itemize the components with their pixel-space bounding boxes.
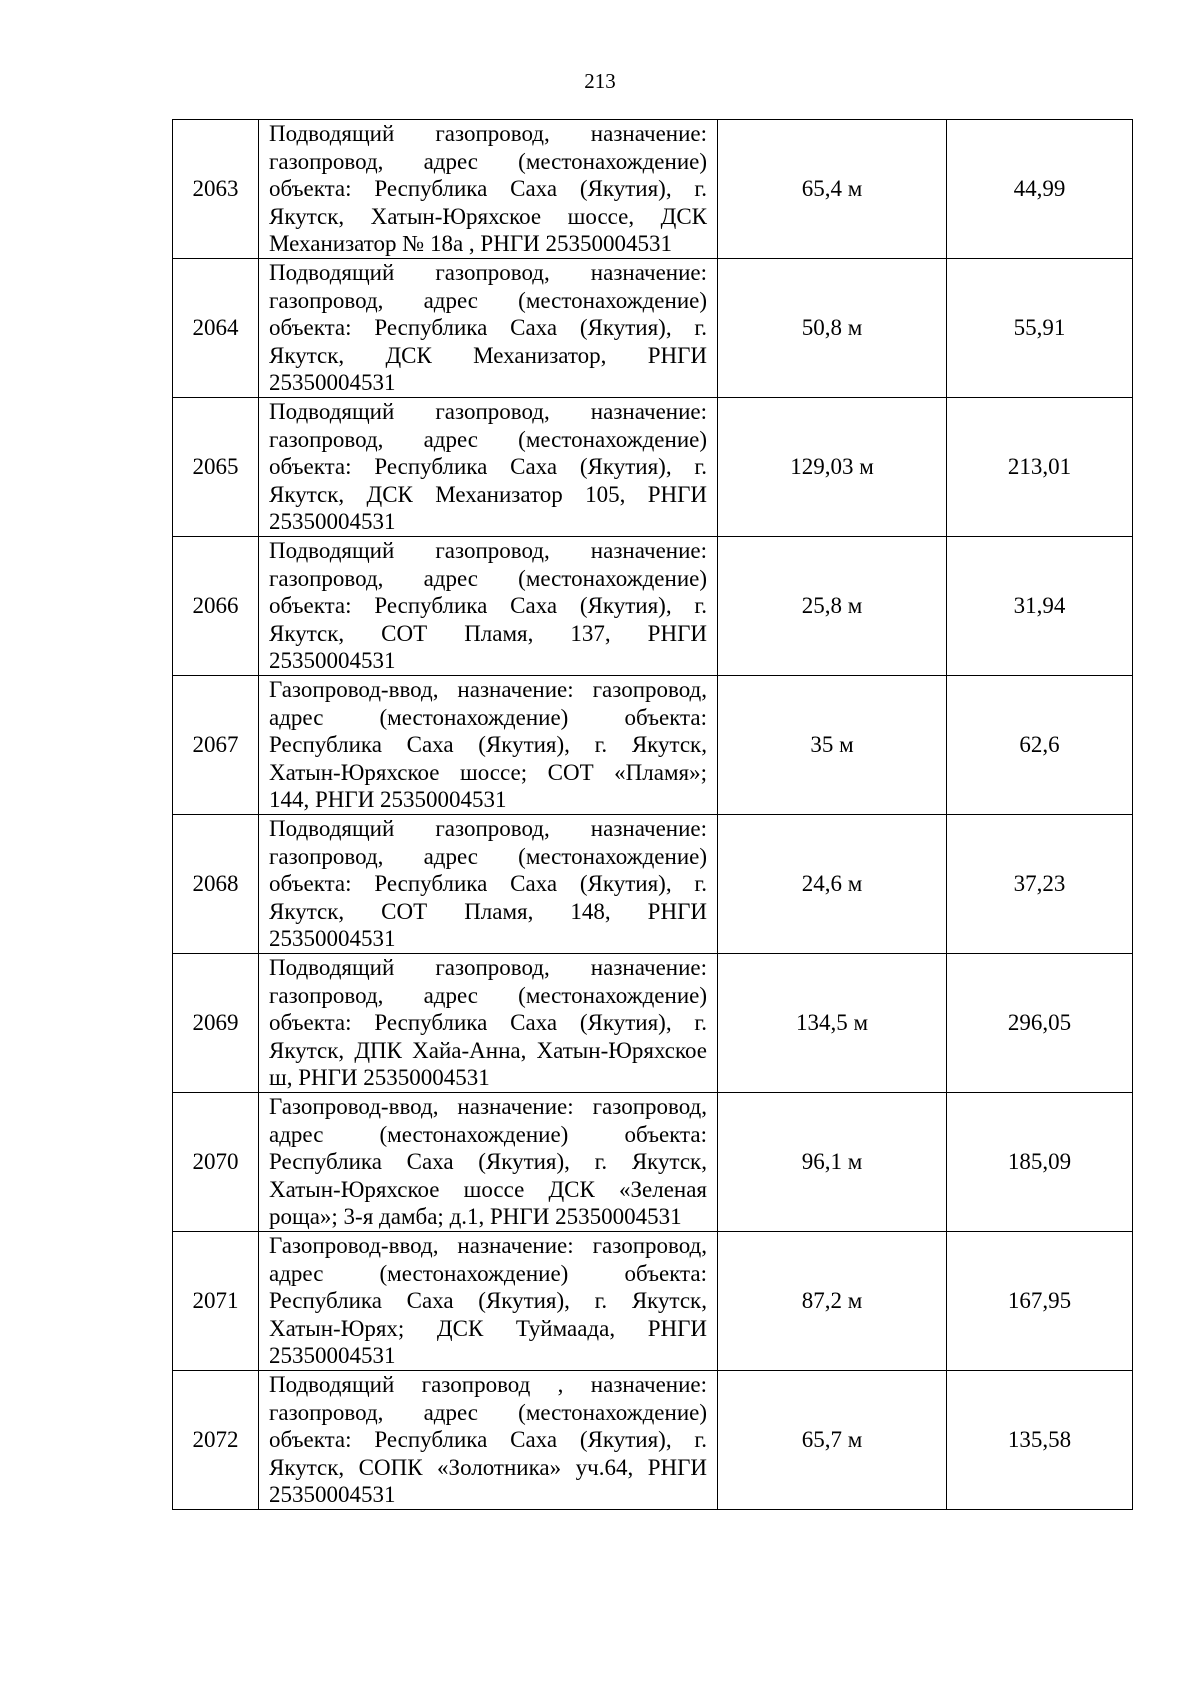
row-number-cell: 2072: [173, 1371, 259, 1510]
description-cell: Подводящий газопровод , назначение: газопровод, адрес (местонахождение) объекта: Республика Саха (Якутия), г. Якутск, СОПК «Золотника» уч.64, РНГИ 25350004531: [259, 1371, 718, 1510]
value-cell: 62,6: [947, 676, 1133, 815]
description-cell: Газопровод-ввод, назначение: газопровод, адрес (местонахождение) объекта: Республика Саха (Якутия), г. Якутск, Хатын-Юряхское шоссе; СОТ «Пламя»; 144, РНГИ 25350004531: [259, 676, 718, 815]
description-cell: Подводящий газопровод, назначение: газопровод, адрес (местонахождение) объекта: Республика Саха (Якутия), г. Якутск, ДСК Механизатор, РНГИ 25350004531: [259, 259, 718, 398]
value-cell: 213,01: [947, 398, 1133, 537]
length-cell: 134,5 м: [718, 954, 947, 1093]
value-cell: 31,94: [947, 537, 1133, 676]
row-number-cell: 2070: [173, 1093, 259, 1232]
length-cell: 65,4 м: [718, 120, 947, 259]
value-cell: 135,58: [947, 1371, 1133, 1510]
table-row: [173, 1371, 1133, 1510]
row-number-cell: 2071: [173, 1232, 259, 1371]
row-number-cell: 2067: [173, 676, 259, 815]
value-cell: 37,23: [947, 815, 1133, 954]
length-cell: 65,7 м: [718, 1371, 947, 1510]
description-cell: Подводящий газопровод, назначение: газопровод, адрес (местонахождение) объекта: Республика Саха (Якутия), г. Якутск, ДПК Хайа-Анна, Хатын-Юряхское ш, РНГИ 25350004531: [259, 954, 718, 1093]
value-cell: 185,09: [947, 1093, 1133, 1232]
length-cell: 87,2 м: [718, 1232, 947, 1371]
registry-table: [172, 119, 1133, 1510]
table-row: [173, 1093, 1133, 1232]
value-cell: 55,91: [947, 259, 1133, 398]
length-cell: 50,8 м: [718, 259, 947, 398]
row-number-cell: 2064: [173, 259, 259, 398]
value-cell: 296,05: [947, 954, 1133, 1093]
table-row: [173, 259, 1133, 398]
row-number-cell: 2069: [173, 954, 259, 1093]
description-cell: Подводящий газопровод, назначение: газопровод, адрес (местонахождение) объекта: Республика Саха (Якутия), г. Якутск, СОТ Пламя, 137, РНГИ 25350004531: [259, 537, 718, 676]
row-number-cell: 2068: [173, 815, 259, 954]
length-cell: 129,03 м: [718, 398, 947, 537]
row-number-cell: 2063: [173, 120, 259, 259]
description-cell: Подводящий газопровод, назначение: газопровод, адрес (местонахождение) объекта: Республика Саха (Якутия), г. Якутск, СОТ Пламя, 148, РНГИ 25350004531: [259, 815, 718, 954]
length-cell: 96,1 м: [718, 1093, 947, 1232]
table-row: [173, 1232, 1133, 1371]
description-cell: Газопровод-ввод, назначение: газопровод, адрес (местонахождение) объекта: Республика Саха (Якутия), г. Якутск, Хатын-Юряхское шоссе ДСК «Зеленая роща»; 3-я дамба; д.1, РНГИ 25350004531: [259, 1093, 718, 1232]
table-row: [173, 537, 1133, 676]
table-row: [173, 120, 1133, 259]
table-row: [173, 954, 1133, 1093]
value-cell: 167,95: [947, 1232, 1133, 1371]
description-cell: Подводящий газопровод, назначение: газопровод, адрес (местонахождение) объекта: Республика Саха (Якутия), г. Якутск, ДСК Механизатор 105, РНГИ 25350004531: [259, 398, 718, 537]
row-number-cell: 2066: [173, 537, 259, 676]
row-number-cell: 2065: [173, 398, 259, 537]
table-row: [173, 815, 1133, 954]
table-body: [173, 120, 1133, 1510]
length-cell: 24,6 м: [718, 815, 947, 954]
table-row: [173, 398, 1133, 537]
length-cell: 25,8 м: [718, 537, 947, 676]
description-cell: Газопровод-ввод, назначение: газопровод, адрес (местонахождение) объекта: Республика Саха (Якутия), г. Якутск, Хатын-Юрях; ДСК Туймаада, РНГИ 25350004531: [259, 1232, 718, 1371]
value-cell: 44,99: [947, 120, 1133, 259]
description-cell: Подводящий газопровод, назначение: газопровод, адрес (местонахождение) объекта: Республика Саха (Якутия), г. Якутск, Хатын-Юряхское шоссе, ДСК Механизатор № 18а , РНГИ 25350004531: [259, 120, 718, 259]
length-cell: 35 м: [718, 676, 947, 815]
table-row: [173, 676, 1133, 815]
page-number: 213: [584, 69, 616, 93]
